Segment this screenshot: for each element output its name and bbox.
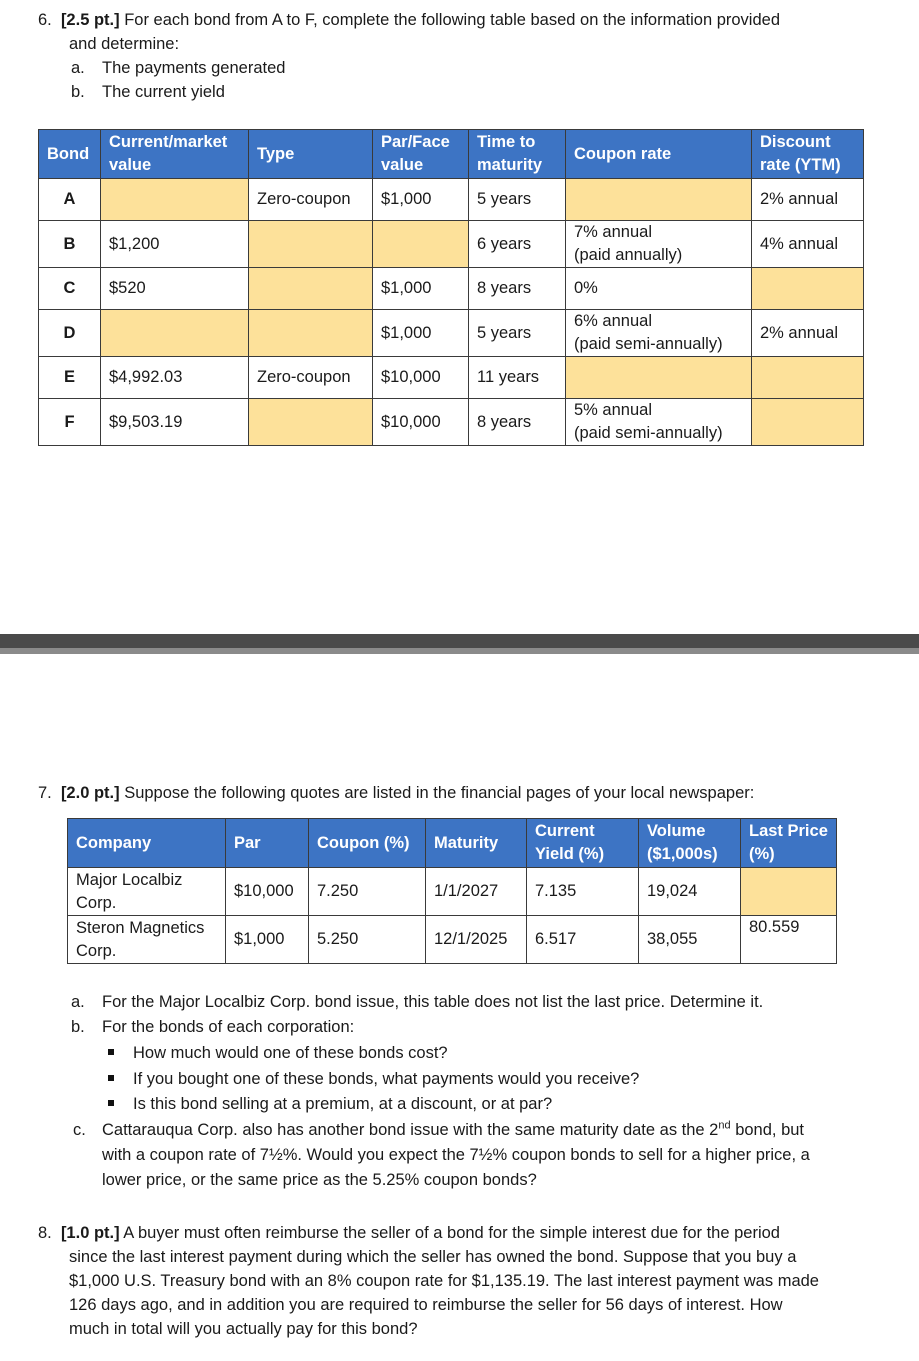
table-row (39, 268, 864, 310)
q7-points: [2.0 pt.] (60, 784, 120, 802)
coupon-line2: (paid semi-annually) (574, 424, 723, 442)
yield-cell: 6.517 (527, 916, 639, 964)
table-row (68, 916, 837, 964)
ytm-cell[interactable] (752, 357, 864, 399)
par-cell: $1,000 (226, 916, 309, 964)
q7-bullet-1: How much would one of these bonds cost? (133, 1044, 448, 1062)
yield-cell: 7.135 (527, 868, 639, 916)
header-bond: Bond (39, 130, 101, 179)
q8-points: [1.0 pt.] (60, 1224, 120, 1242)
q8-line3: $1,000 U.S. Treasury bond with an 8% coupon rate for $1,135.19. The last interest payment was made (69, 1272, 819, 1290)
par-cell[interactable] (373, 221, 469, 268)
coupon-line1: 0% (574, 279, 598, 297)
ytm-cell[interactable] (752, 268, 864, 310)
q6-item-b-text: The current yield (102, 83, 225, 101)
market-cell: $1,200 (101, 221, 249, 268)
q6-item-a-label: a. (71, 59, 85, 77)
company-line1: Major Localbiz (76, 870, 183, 889)
q6-item-b-label: b. (71, 83, 85, 101)
coupon-cell[interactable] (566, 179, 752, 221)
coupon-line2: (paid annually) (574, 246, 683, 264)
q8-text-line1: A buyer must often reimburse the seller of a bond for the simple interest due for the period (119, 1224, 780, 1242)
q7-number: 7. (38, 784, 52, 802)
q6-item-a-text: The payments generated (102, 59, 286, 77)
type-cell[interactable] (249, 221, 373, 268)
q7-item-b (71, 1015, 355, 1039)
q6-number: 6. (38, 11, 52, 29)
header-company: Company (68, 819, 226, 868)
q7-item-a (71, 990, 764, 1014)
coupon-cell[interactable] (566, 357, 752, 399)
bullet-icon (108, 1075, 114, 1081)
bond-table (38, 129, 864, 446)
q7-c-line3: lower price, or the same price as the 5.25% coupon bonds? (102, 1171, 537, 1189)
header-par: Par/Face value (373, 130, 469, 179)
page-divider (0, 634, 919, 654)
type-cell[interactable] (249, 310, 373, 357)
q8-line4: 126 days ago, and in addition you are required to reimburse the seller for 56 days of interest. How (69, 1296, 783, 1314)
header-yield: Current Yield (%) (527, 819, 639, 868)
ytm-cell: 4% annual (752, 221, 864, 268)
time-cell: 11 years (469, 357, 566, 399)
bond-cell: A (39, 179, 101, 221)
company-line2: Corp. (76, 893, 117, 912)
type-cell[interactable] (249, 268, 373, 310)
time-cell: 8 years (469, 399, 566, 446)
header-coupon: Coupon rate (566, 130, 752, 179)
coupon-cell (566, 268, 752, 310)
coupon-line1: 6% annual (574, 312, 652, 330)
bullet-icon (108, 1100, 114, 1106)
bond-cell: F (39, 399, 101, 446)
q8-line1 (38, 1221, 780, 1245)
bond-table-header (39, 130, 864, 179)
coupon-line2: (paid semi-annually) (574, 335, 723, 353)
table-row (39, 221, 864, 268)
volume-cell: 19,024 (639, 868, 741, 916)
q6-heading (38, 8, 780, 32)
q6-points: [2.5 pt.] (60, 11, 120, 29)
coupon-line1: 7% annual (574, 223, 652, 241)
header-volume: Volume ($1,000s) (639, 819, 741, 868)
time-cell: 5 years (469, 310, 566, 357)
par-cell: $10,000 (373, 399, 469, 446)
time-cell: 6 years (469, 221, 566, 268)
time-cell: 8 years (469, 268, 566, 310)
par-cell: $10,000 (226, 868, 309, 916)
page-divider-edge (0, 648, 919, 654)
table-row (39, 357, 864, 399)
q6-text-line1: For each bond from A to F, complete the following table based on the information provided (119, 11, 781, 29)
q8-line2: since the last interest payment during which the seller has owned the bond. Suppose that you buy a (69, 1248, 797, 1266)
time-cell: 5 years (469, 179, 566, 221)
ytm-cell: 2% annual (752, 310, 864, 357)
type-cell: Zero-coupon (249, 357, 373, 399)
q8-number: 8. (38, 1224, 52, 1242)
par-cell: $1,000 (373, 268, 469, 310)
bond-cell: B (39, 221, 101, 268)
company-line1: Steron Magnetics (76, 918, 205, 937)
coupon-cell: 7.250 (309, 868, 426, 916)
ytm-cell: 2% annual (752, 179, 864, 221)
header-price: Last Price (%) (741, 819, 837, 868)
q6-text-line2: and determine: (69, 35, 180, 53)
q7-a-label: a. (71, 993, 85, 1011)
par-cell: $1,000 (373, 310, 469, 357)
par-cell: $10,000 (373, 357, 469, 399)
q7-bullet-3: Is this bond selling at a premium, at a discount, or at par? (133, 1095, 553, 1113)
market-cell: $520 (101, 268, 249, 310)
q7-c-line1-b: bond, but (730, 1121, 805, 1139)
header-ytm: Discount rate (YTM) (752, 130, 864, 179)
header-coupon: Coupon (%) (309, 819, 426, 868)
header-time: Time to maturity (469, 130, 566, 179)
volume-cell: 38,055 (639, 916, 741, 964)
bullet-icon (108, 1049, 114, 1055)
q7-c-line1-a: Cattarauqua Corp. also has another bond issue with the same maturity date as the 2 (102, 1121, 719, 1139)
ytm-cell[interactable] (752, 399, 864, 446)
table-row (68, 868, 837, 916)
q7-b-label: b. (71, 1018, 85, 1036)
q7-a-text: For the Major Localbiz Corp. bond issue, this table does not list the last price. Determine it. (102, 993, 764, 1011)
q7-c-line2: with a coupon rate of 7½%. Would you expect the 7½% coupon bonds to sell for a higher price, a (102, 1146, 810, 1164)
company-cell (68, 916, 226, 964)
market-cell: $4,992.03 (101, 357, 249, 399)
quotes-table-header (68, 819, 837, 868)
maturity-cell: 1/1/2027 (426, 868, 527, 916)
type-cell[interactable] (249, 399, 373, 446)
q6-item-b (71, 80, 225, 104)
maturity-cell: 12/1/2025 (426, 916, 527, 964)
bond-cell: C (39, 268, 101, 310)
type-cell: Zero-coupon (249, 179, 373, 221)
header-maturity: Maturity (426, 819, 527, 868)
coupon-cell (566, 399, 752, 446)
q7-c-label: c. (73, 1121, 86, 1139)
q7-bullet-2: If you bought one of these bonds, what payments would you receive? (133, 1070, 640, 1088)
par-cell: $1,000 (373, 179, 469, 221)
market-cell[interactable] (101, 310, 249, 357)
table-row (39, 310, 864, 357)
header-market: Current/market value (101, 130, 249, 179)
bond-cell: D (39, 310, 101, 357)
header-type: Type (249, 130, 373, 179)
q8-line5: much in total will you actually pay for this bond? (69, 1320, 418, 1338)
table-row (39, 179, 864, 221)
q7-text: Suppose the following quotes are listed in the financial pages of your local newspaper: (119, 784, 755, 802)
price-cell[interactable] (741, 868, 837, 916)
q7-heading (38, 781, 754, 805)
header-par: Par (226, 819, 309, 868)
company-cell (68, 868, 226, 916)
quotes-table (67, 818, 837, 964)
coupon-cell (566, 310, 752, 357)
q6-item-a (71, 56, 286, 80)
market-cell[interactable] (101, 179, 249, 221)
price-cell: 80.559 (741, 916, 837, 964)
coupon-line1: 5% annual (574, 401, 652, 419)
company-line2: Corp. (76, 941, 117, 960)
coupon-cell: 5.250 (309, 916, 426, 964)
bond-cell: E (39, 357, 101, 399)
table-row (39, 399, 864, 446)
market-cell: $9,503.19 (101, 399, 249, 446)
coupon-cell (566, 221, 752, 268)
q7-c-sup: nd (718, 1119, 731, 1132)
q7-c-line1 (102, 1118, 804, 1142)
q7-b-text: For the bonds of each corporation: (102, 1018, 355, 1036)
